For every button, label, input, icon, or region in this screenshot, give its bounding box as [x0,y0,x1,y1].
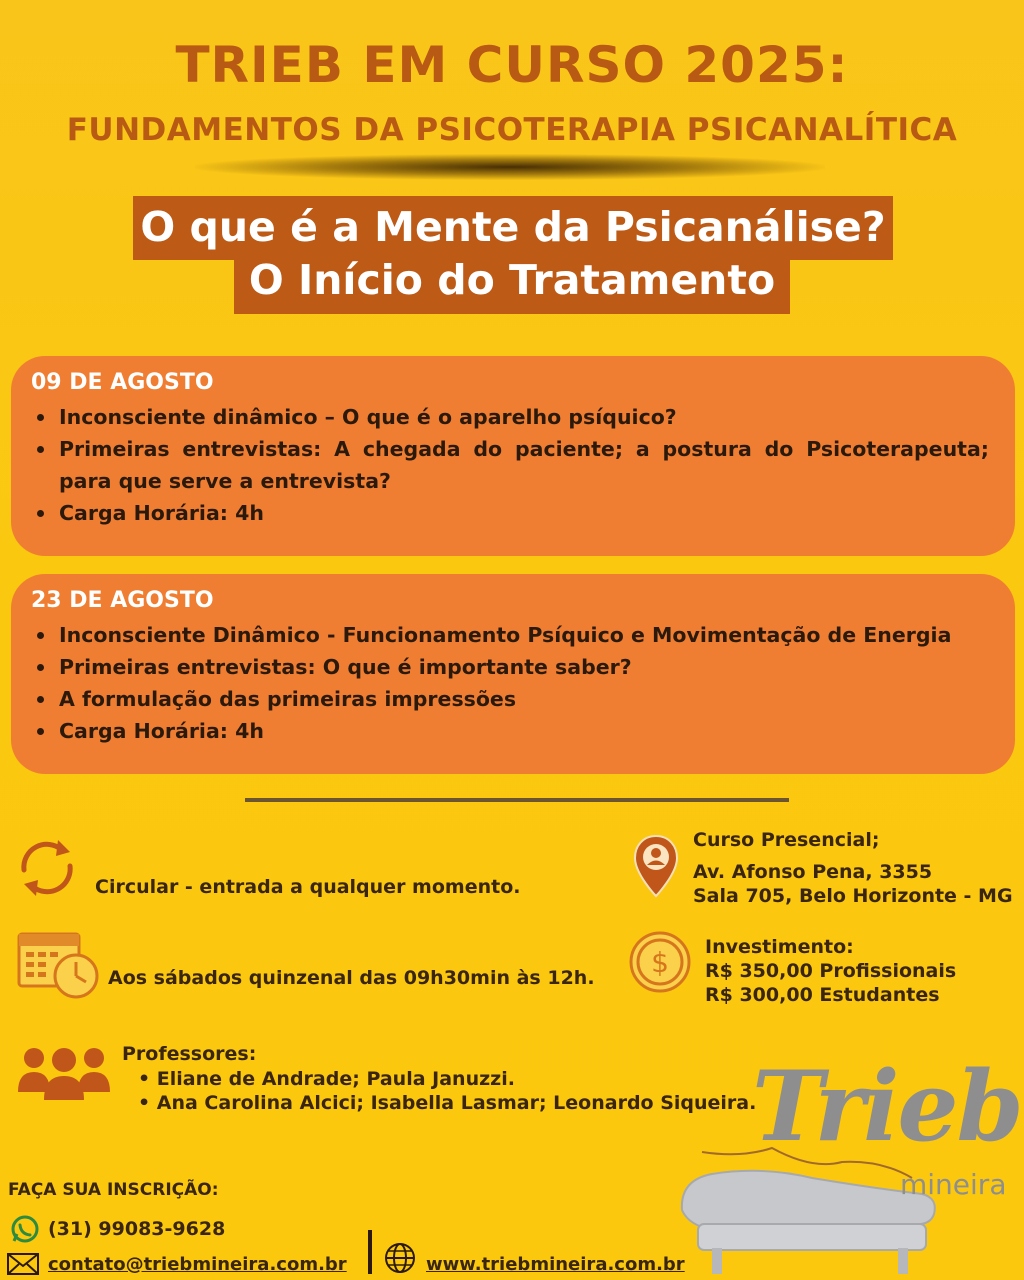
investment-label: Investimento: [705,936,854,958]
logo-wordmark: Trieb [752,1050,1022,1163]
divider [245,798,789,802]
list-item: Inconsciente dinâmico – O que é o aparelho psíquico? [31,401,989,433]
session-card-2 [11,574,1015,774]
course-subtitle: FUNDAMENTOS DA PSICOTERAPIA PSICANALÍTICA [66,112,958,148]
course-title: TRIEB EM CURSO 2025: [175,36,849,94]
session-date: 23 DE AGOSTO [31,588,214,613]
bullet-dot: • [138,1068,157,1090]
mail-icon [6,1252,40,1276]
signup-label: FAÇA SUA INSCRIÇÃO: [8,1180,219,1200]
session-topics [31,619,989,747]
location-line-2: Av. Afonso Pena, 3355 [693,861,933,883]
footer-separator [368,1230,372,1274]
decorative-shadow [195,154,825,180]
headline-line-2: O Início do Tratamento [234,252,790,314]
people-group-icon [16,1044,112,1102]
phone-number[interactable]: (31) 99083-9628 [48,1218,226,1240]
session-date: 09 DE AGOSTO [31,370,214,395]
list-item: Primeiras entrevistas: O que é importante saber? [31,651,989,683]
circular-text: Circular - entrada a qualquer momento. [95,876,521,898]
email-link[interactable]: contato@triebmineira.com.br [48,1254,347,1275]
location-line-1: Curso Presencial; [693,829,880,851]
session-card-1 [11,356,1015,556]
session-topics [31,401,989,529]
list-item: Inconsciente Dinâmico - Funcionamento Psíquico e Movimentação de Energia [31,619,989,651]
investment-professionals: R$ 350,00 Profissionais [705,960,957,982]
professor-names: Ana Carolina Alcici; Isabella Lasmar; Leonardo Siqueira. [156,1092,757,1114]
website-link[interactable]: www.triebmineira.com.br [426,1254,685,1275]
location-line-3: Sala 705, Belo Horizonte - MG [693,885,1013,907]
headline-line-1: O que é a Mente da Psicanálise? [133,196,893,260]
list-item: A formulação das primeiras impressões [31,683,989,715]
svg-text:$: $ [651,946,669,979]
professors-label: Professores: [122,1043,257,1065]
investment-students: R$ 300,00 Estudantes [705,984,940,1006]
list-item: Carga Horária: 4h [31,715,989,747]
professors-line-1 [138,1068,515,1090]
location-pin-icon [632,834,680,900]
list-item: Carga Horária: 4h [31,497,989,529]
refresh-cycle-icon [12,836,82,900]
schedule-text: Aos sábados quinzenal das 09h30min às 12h. [108,967,595,989]
whatsapp-icon[interactable] [10,1214,40,1244]
professors-line-2 [138,1092,756,1114]
list-item: Primeiras entrevistas: A chegada do paciente; a postura do Psicoterapeuta; para que serve a entrevista? [31,433,989,497]
bullet-dot: • [138,1092,157,1114]
calendar-clock-icon [16,928,102,1000]
dollar-coin-icon [628,930,692,994]
logo-subtitle: mineira [900,1168,1007,1201]
globe-icon [384,1242,416,1274]
professor-names: Eliane de Andrade; Paula Januzzi. [156,1068,515,1090]
